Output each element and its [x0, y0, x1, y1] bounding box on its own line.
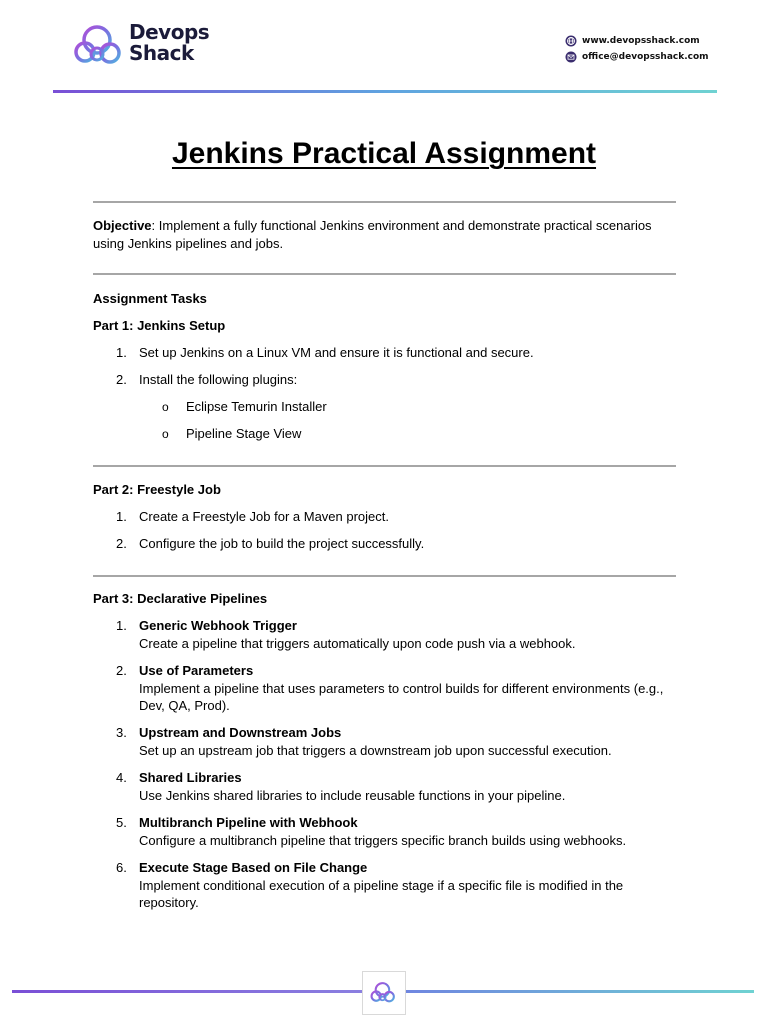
- objective-label: Objective: [93, 218, 152, 233]
- item-description: Use Jenkins shared libraries to include reusable functions in your pipeline.: [139, 787, 566, 803]
- page-title: Jenkins Practical Assignment: [171, 137, 597, 170]
- bullet-marker: o: [162, 400, 169, 414]
- email-link[interactable]: office@devopsshack.com: [582, 52, 709, 62]
- item-description: Configure a multibranch pipeline that triggers specific branch builds using webhooks.: [139, 832, 627, 848]
- contact-info: [565, 33, 709, 65]
- logo-text-line1: Devops: [129, 20, 210, 44]
- item-title: Execute Stage Based on File Change: [139, 860, 368, 875]
- email-icon: [565, 51, 577, 63]
- header-gradient-rule: [53, 90, 717, 93]
- item-title: Generic Webhook Trigger: [139, 618, 297, 633]
- item-description: Implement conditional execution of a pipeline stage if a specific file is modified in the repository.: [139, 877, 624, 910]
- item-title: Upstream and Downstream Jobs: [139, 725, 342, 740]
- plugin-item: Eclipse Temurin Installer: [186, 399, 327, 414]
- globe-icon: [565, 35, 577, 47]
- website-link[interactable]: www.devopsshack.com: [582, 36, 700, 46]
- item-description: Set up an upstream job that triggers a downstream job upon successful execution.: [139, 742, 612, 758]
- item-description: Create a pipeline that triggers automatically upon code push via a webhook.: [139, 635, 576, 651]
- footer-gradient-rule-right: [406, 990, 754, 993]
- cloud-logo-icon: [73, 24, 127, 68]
- part2-heading: Part 2: Freestyle Job: [93, 482, 221, 497]
- logo-text-line2: Shack: [129, 41, 194, 65]
- item-title: Shared Libraries: [139, 770, 242, 785]
- bullet-marker: o: [162, 427, 169, 441]
- divider: [93, 465, 676, 467]
- item-title: Use of Parameters: [139, 663, 254, 678]
- plugin-item: Pipeline Stage View: [186, 426, 302, 441]
- footer-gradient-rule-left: [12, 990, 362, 993]
- footer-cloud-logo-icon: [370, 981, 398, 1005]
- part1-heading: Part 1: Jenkins Setup: [93, 318, 226, 333]
- objective-paragraph: [93, 217, 683, 252]
- devopsshack-logo: [73, 22, 223, 70]
- part3-heading: Part 3: Declarative Pipelines: [93, 591, 268, 606]
- item-description: Implement a pipeline that uses parameters to control builds for different environments (e.g., Dev, QA, Prod).: [139, 680, 664, 713]
- divider: [93, 273, 676, 275]
- objective-text: : Implement a fully functional Jenkins environment and demonstrate practical scenarios using Jenkins pipelines and jobs.: [93, 218, 652, 251]
- item-title: Multibranch Pipeline with Webhook: [139, 815, 358, 830]
- assignment-tasks-heading: Assignment Tasks: [93, 291, 207, 306]
- divider: [93, 575, 676, 577]
- divider: [93, 201, 676, 203]
- footer-logo-box: [362, 971, 406, 1015]
